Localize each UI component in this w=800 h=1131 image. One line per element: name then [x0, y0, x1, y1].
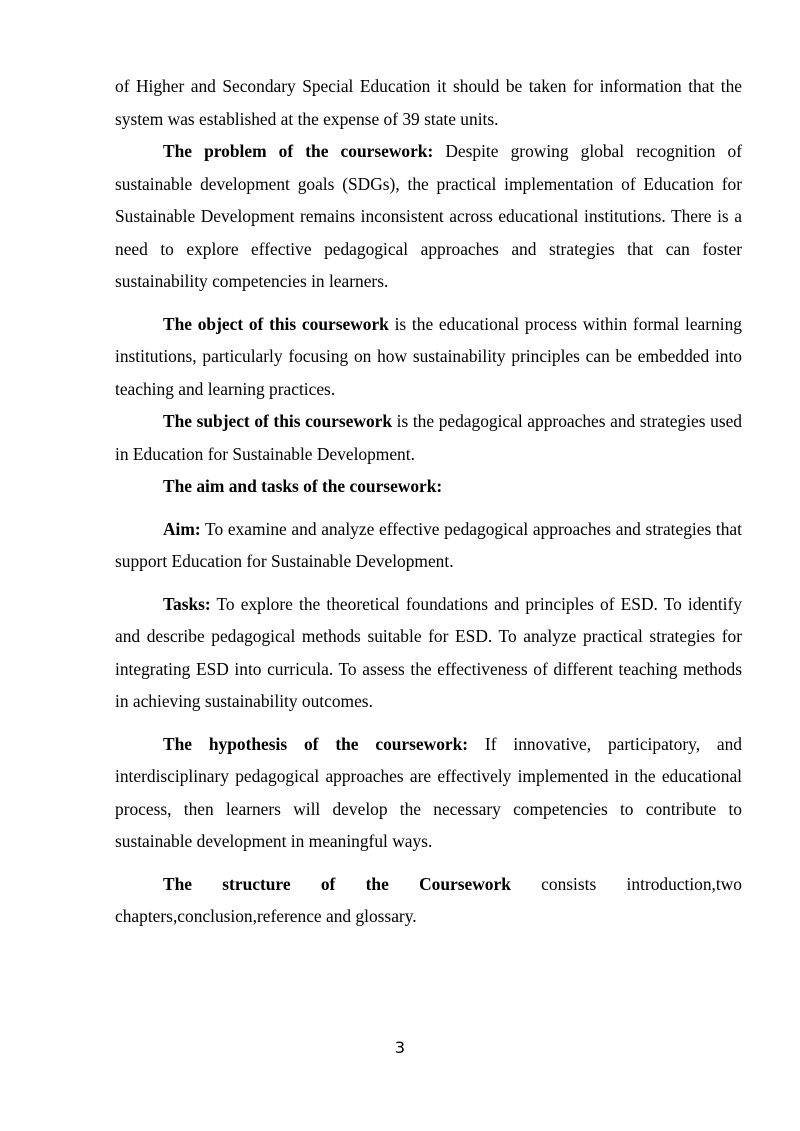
aim-label: Aim: — [163, 518, 201, 539]
tasks-label: Tasks: — [163, 593, 211, 614]
subject-paragraph — [115, 405, 742, 470]
structure-label: The structure of the Coursework — [163, 873, 511, 894]
document-page — [115, 70, 742, 933]
subject-text: is the pedagogical approaches and strategies used in Education for Sustainable Development. — [115, 411, 743, 464]
hypothesis-text: If innovative, participatory, and interdisciplinary pedagogical approaches are effectively implemented in the educational process, then learners will develop the necessary competencies to contribute to sustainable development in meaningful ways. — [115, 733, 742, 851]
object-text: is the educational process within formal learning institutions, particularly focusing on how sustainability principles can be embedded into teaching and learning practices. — [115, 313, 742, 399]
hypothesis-label: The hypothesis of the coursework: — [163, 733, 469, 754]
aim-tasks-heading-text: The aim and tasks of the coursework: — [163, 476, 443, 496]
structure-line-1 — [115, 868, 742, 901]
subject-label: The subject of this coursework — [163, 411, 393, 431]
problem-text: Despite growing global recognition of sustainable development goals (SDGs), the practical implementation of Education for Sustainable Development remains inconsistent across educational institutions. There is a need to explore effective pedagogical approaches and strategies that can foster sustainability competencies in learners. — [115, 141, 742, 291]
object-paragraph — [115, 308, 742, 406]
structure-text-line-1: consists introduction,two — [510, 873, 742, 894]
object-label: The object of this coursework — [163, 313, 389, 334]
hypothesis-paragraph — [115, 728, 742, 858]
problem-paragraph — [115, 135, 742, 298]
structure-paragraph — [115, 868, 742, 933]
aim-paragraph — [115, 513, 742, 578]
aim-text: To examine and analyze effective pedagogical approaches and strategies that support Education for Sustainable Development. — [115, 518, 742, 571]
problem-label: The problem of the coursework: — [163, 141, 434, 161]
structure-text-line-2: chapters,conclusion,reference and glossary. — [115, 906, 417, 926]
aim-tasks-heading — [115, 470, 742, 503]
intro-continuation-paragraph: of Higher and Secondary Special Education it should be taken for information that the system was established at the expense of 39 state units. — [115, 76, 742, 129]
tasks-text: To explore the theoretical foundations and principles of ESD. To identify and describe pedagogical methods suitable for ESD. To analyze practical strategies for integrating ESD into curricula. To assess the effectiveness of different teaching methods in achieving sustainability outcomes. — [115, 593, 742, 711]
tasks-paragraph — [115, 588, 742, 718]
page-number: 3 — [394, 1038, 406, 1057]
